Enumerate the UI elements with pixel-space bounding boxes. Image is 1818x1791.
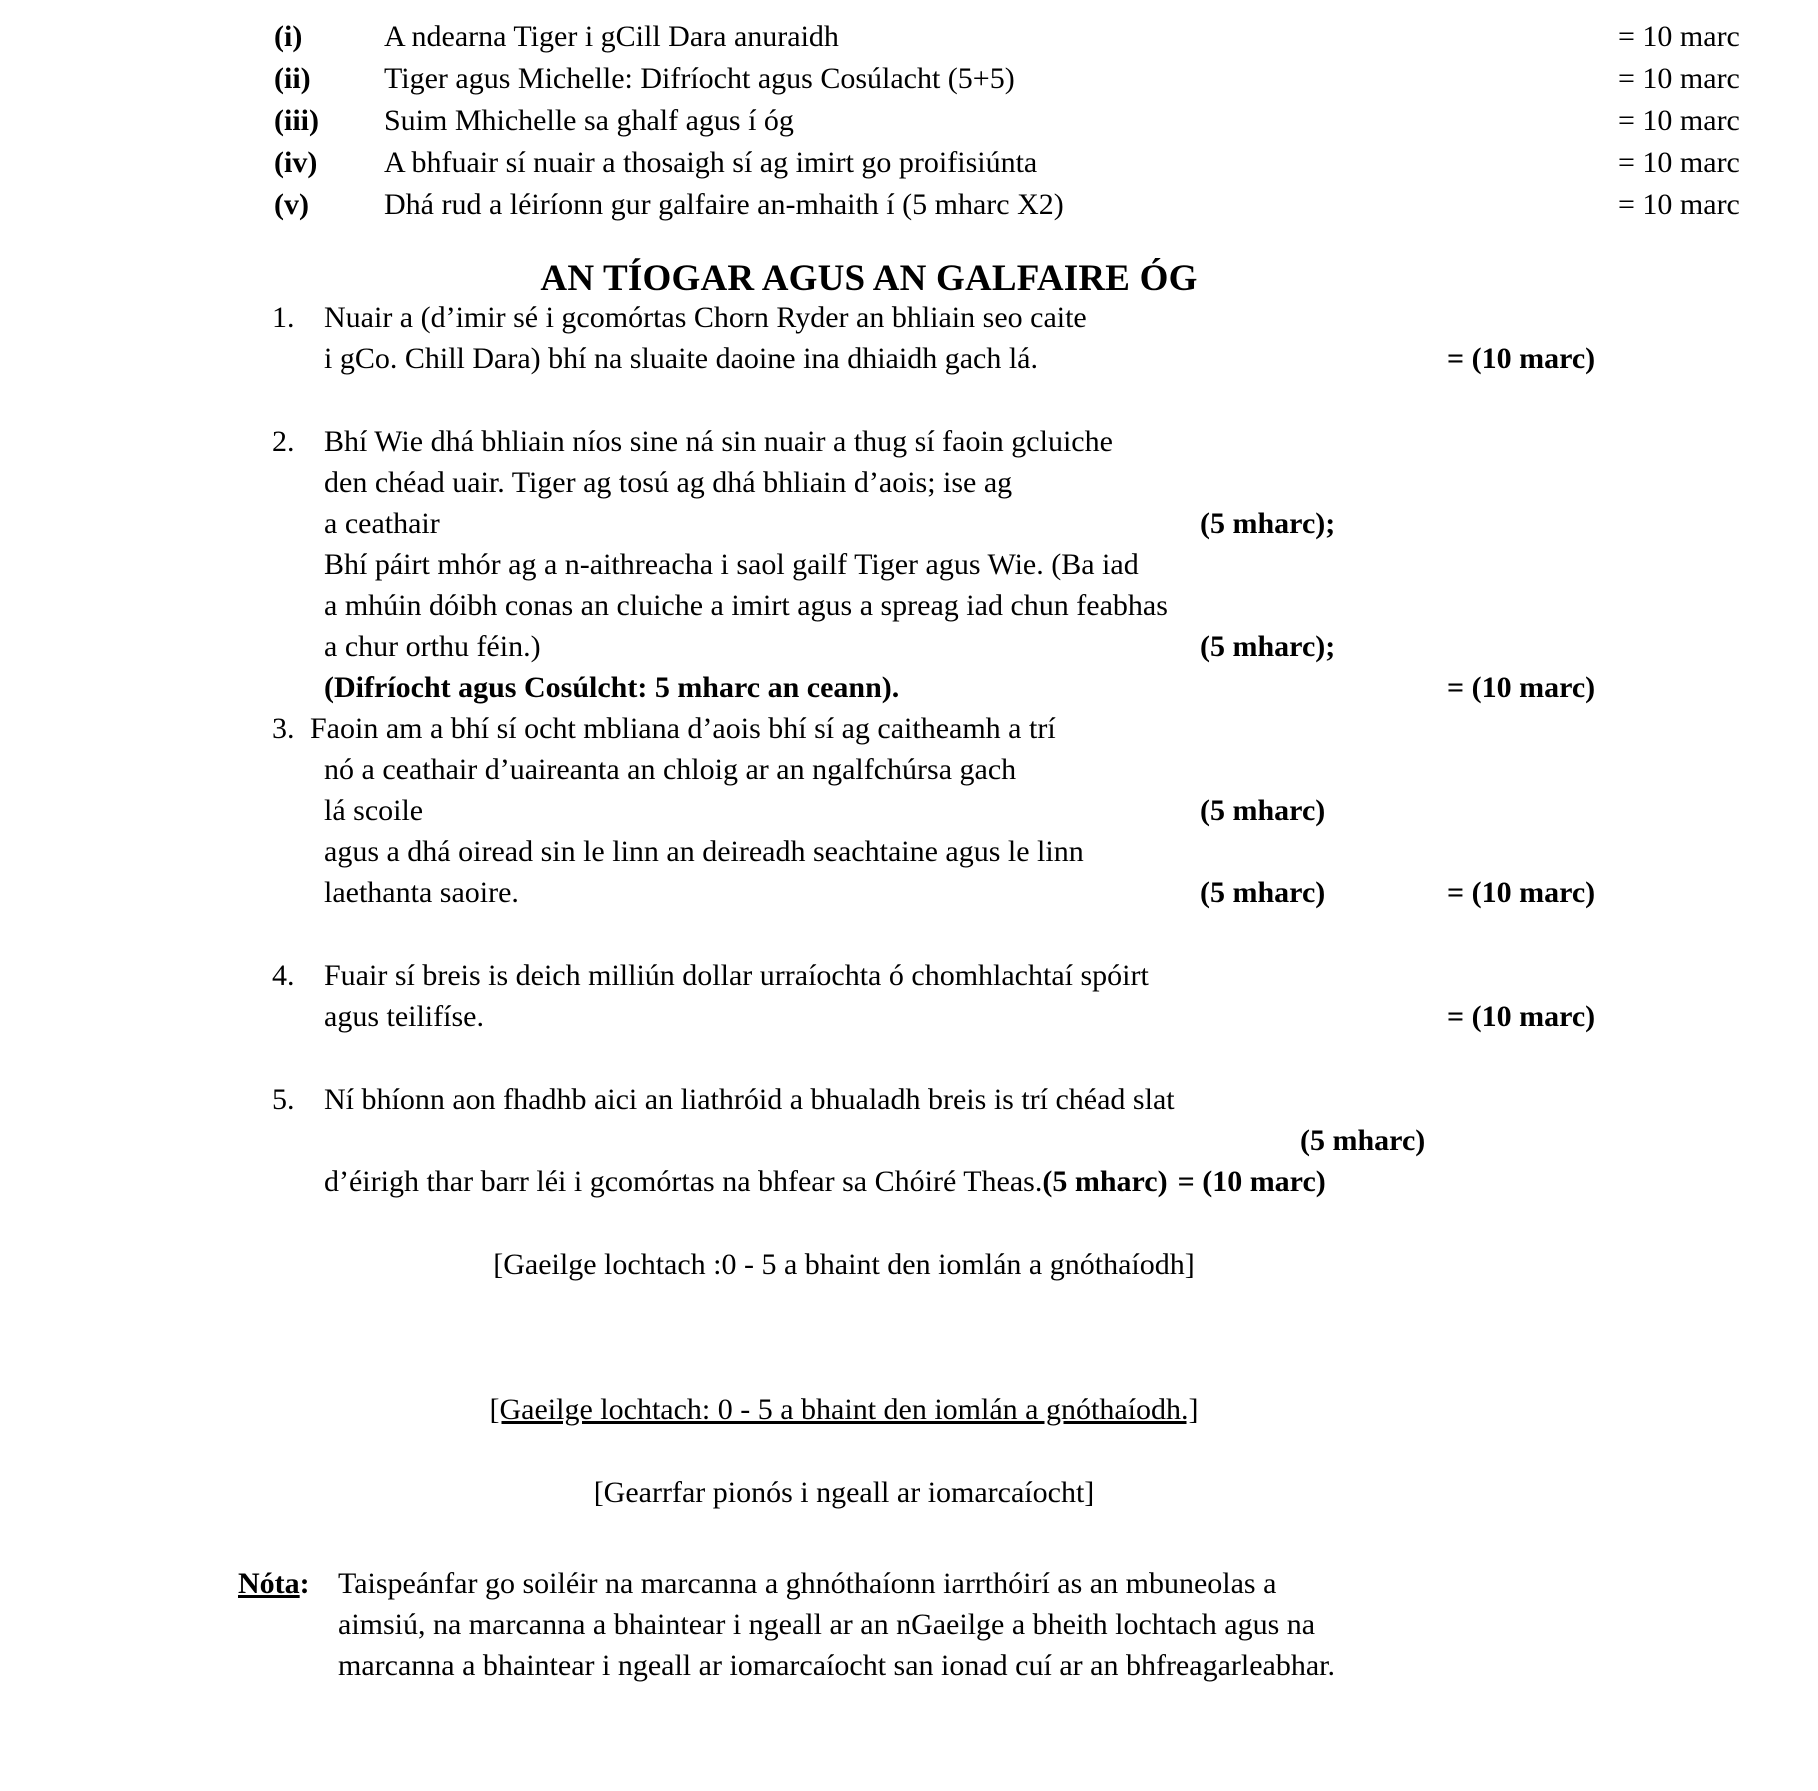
answer-line [272,468,1818,509]
answer-block-3 [0,714,1818,919]
nota-colon: : [299,1567,310,1600]
vertical-spacer [0,1043,1818,1085]
answer-text: Nuair a (d’imir sé i gcomórtas Chorn Ryder an bhliain seo caite [324,301,1087,334]
answer-line [272,837,1818,878]
list-item [0,64,1818,106]
answer-line [272,1085,1818,1126]
vertical-spacer [0,1436,1818,1478]
answer-text: a ceathair [324,507,440,540]
answer-text: lá scoile [324,794,424,827]
answer-total-mark: = (10 marc) [1447,1000,1596,1033]
nota-label-wrapper [238,1569,338,1692]
list-item-numeral: (v) [274,188,309,221]
answer-block-1 [0,303,1818,385]
answer-text-bold: (Difríocht agus Cosúlcht: 5 mharc an ceann). [324,671,900,704]
answer-text: Ní bhíonn aon fhadhb aici an liathróid a bhualadh breis is trí chéad slat [324,1083,1175,1116]
list-item-text: Dhá rud a léiríonn gur galfaire an-mhaith í (5 mharc X2) [384,188,1064,221]
answer-line [272,755,1818,796]
answer-line [272,1002,1818,1043]
list-item-mark: = 10 marc [1618,188,1740,221]
answer-line [272,1167,1818,1208]
answer-text: a chur orthu féin.) [324,630,541,663]
answer-text: Bhí Wie dhá bhliain níos sine ná sin nuair a thug sí faoin gcluiche [324,425,1113,458]
vertical-spacer [0,1208,1818,1250]
list-item-text: Suim Mhichelle sa ghalf agus í óg [384,104,794,137]
vertical-spacer [0,1291,1818,1353]
answer-text: agus teilifíse. [324,1000,484,1033]
nota-line: Taispeánfar go soiléir na marcanna a ghnóthaíonn iarrthóirí as an mbuneolas a [338,1567,1277,1600]
answer-line [272,632,1818,673]
nota-line: aimsiú, na marcanna a bhaintear i ngeall ar an nGaeilge a bheith lochtach agus na [338,1608,1316,1641]
list-item-text: Tiger agus Michelle: Difríocht agus Cosúlacht (5+5) [384,62,1015,95]
answer-text: den chéad uair. Tiger ag tosú ag dhá bhliain d’aois; ise ag [324,466,1013,499]
nota-block [0,1569,1818,1692]
list-item-text: A bhfuair sí nuair a thosaigh sí ag imirt go proifisiúnta [384,146,1038,179]
answer-total-mark: = (10 marc) [1447,876,1596,909]
list-item-numeral: (ii) [274,62,311,95]
answer-number: 5. [272,1083,295,1116]
vertical-spacer [0,1519,1818,1561]
answer-number: 4. [272,959,295,992]
nota-text [338,1569,1698,1692]
answer-part-mark: (5 mharc) [1200,794,1326,827]
list-item-mark: = 10 marc [1618,104,1740,137]
list-item-text: A ndearna Tiger i gCill Dara anuraidh [384,20,839,53]
answer-text: Faoin am a bhí sí ocht mbliana d’aois bhí sí ag caitheamh a trí [310,712,1056,745]
answer-text: nó a ceathair d’uaireanta an chloig ar an ngalfchúrsa gach [324,753,1017,786]
answer-line [272,878,1818,919]
spacer-text [324,1126,332,1156]
answer-number: 3. [272,712,295,745]
list-item-numeral: (i) [274,20,303,53]
answer-text: Bhí páirt mhór ag a n-aithreacha i saol gailf Tiger agus Wie. (Ba iad [324,548,1139,581]
answer-number: 1. [272,301,295,334]
list-item [0,148,1818,190]
answer-line [272,714,1818,755]
roman-numeral-list [0,22,1818,232]
nota-label: Nóta [238,1567,300,1600]
answer-line [272,1126,1818,1167]
answer-text: a mhúin dóibh conas an cluiche a imirt agus a spreag iad chun feabhas [324,589,1168,622]
note-gaeilge-lochtach-2 [0,1395,1818,1436]
list-item [0,190,1818,232]
answer-part-mark: (5 mharc); [1200,630,1336,663]
list-item-mark: = 10 marc [1618,62,1740,95]
answer-line [272,961,1818,1002]
answer-block-4 [0,961,1818,1043]
vertical-spacer [0,385,1818,427]
answer-line [272,591,1818,632]
nota-line: marcanna a bhaintear i ngeall ar iomarcaíocht san ionad cuí ar an bhfreagarleabhar. [338,1649,1335,1682]
answer-text: i gCo. Chill Dara) bhí na sluaite daoine ina dhiaidh gach lá. [324,342,1038,375]
note-underlined-text: [Gaeilge lochtach: 0 - 5 a bhaint den iomlán a gnóthaíodh.] [489,1393,1199,1426]
answer-text: Fuair sí breis is deich milliún dollar urraíochta ó chomhlachtaí spóirt [324,959,1149,992]
list-item-numeral: (iii) [274,104,319,137]
page-title: AN TÍOGAR AGUS AN GALFAIRE ÓG [540,258,1198,299]
answer-line [272,673,1818,714]
answer-line [272,303,1818,344]
list-item [0,106,1818,148]
answer-text: agus a dhá oiread sin le linn an deireadh seachtaine agus le linn [324,835,1084,868]
list-item-mark: = 10 marc [1618,20,1740,53]
answer-text: d’éirigh thar barr léi i gcomórtas na bhfear sa Chóiré Theas. [324,1165,1043,1198]
vertical-spacer [0,1353,1818,1395]
note-gaeilge-lochtach-1: [Gaeilge lochtach :0 - 5 a bhaint den iomlán a gnóthaíodh] [493,1248,1195,1281]
answer-line [272,550,1818,591]
answer-part-mark: (5 mharc) [1042,1165,1168,1198]
list-item-numeral: (iv) [274,146,318,179]
answer-part-mark: (5 mharc); [1200,507,1336,540]
answer-total-mark: = (10 marc) [1447,342,1596,375]
answer-part-mark: (5 mharc) [1300,1124,1426,1157]
list-item-mark: = 10 marc [1618,146,1740,179]
answer-line [272,427,1818,468]
answer-total-mark: = (10 marc) [1447,671,1596,704]
answer-block-2 [0,427,1818,714]
vertical-spacer [0,919,1818,961]
list-item [0,22,1818,64]
answer-total-mark: = (10 marc) [1177,1165,1326,1198]
answer-part-mark: (5 mharc) [1200,876,1326,909]
note-pionos: [Gearrfar pionós i ngeall ar iomarcaíocht] [593,1476,1095,1509]
answer-line [272,796,1818,837]
answer-number: 2. [272,425,295,458]
answer-text: laethanta saoire. [324,876,519,909]
answer-line [272,509,1818,550]
answer-line [272,344,1818,385]
answer-block-5 [0,1085,1818,1208]
